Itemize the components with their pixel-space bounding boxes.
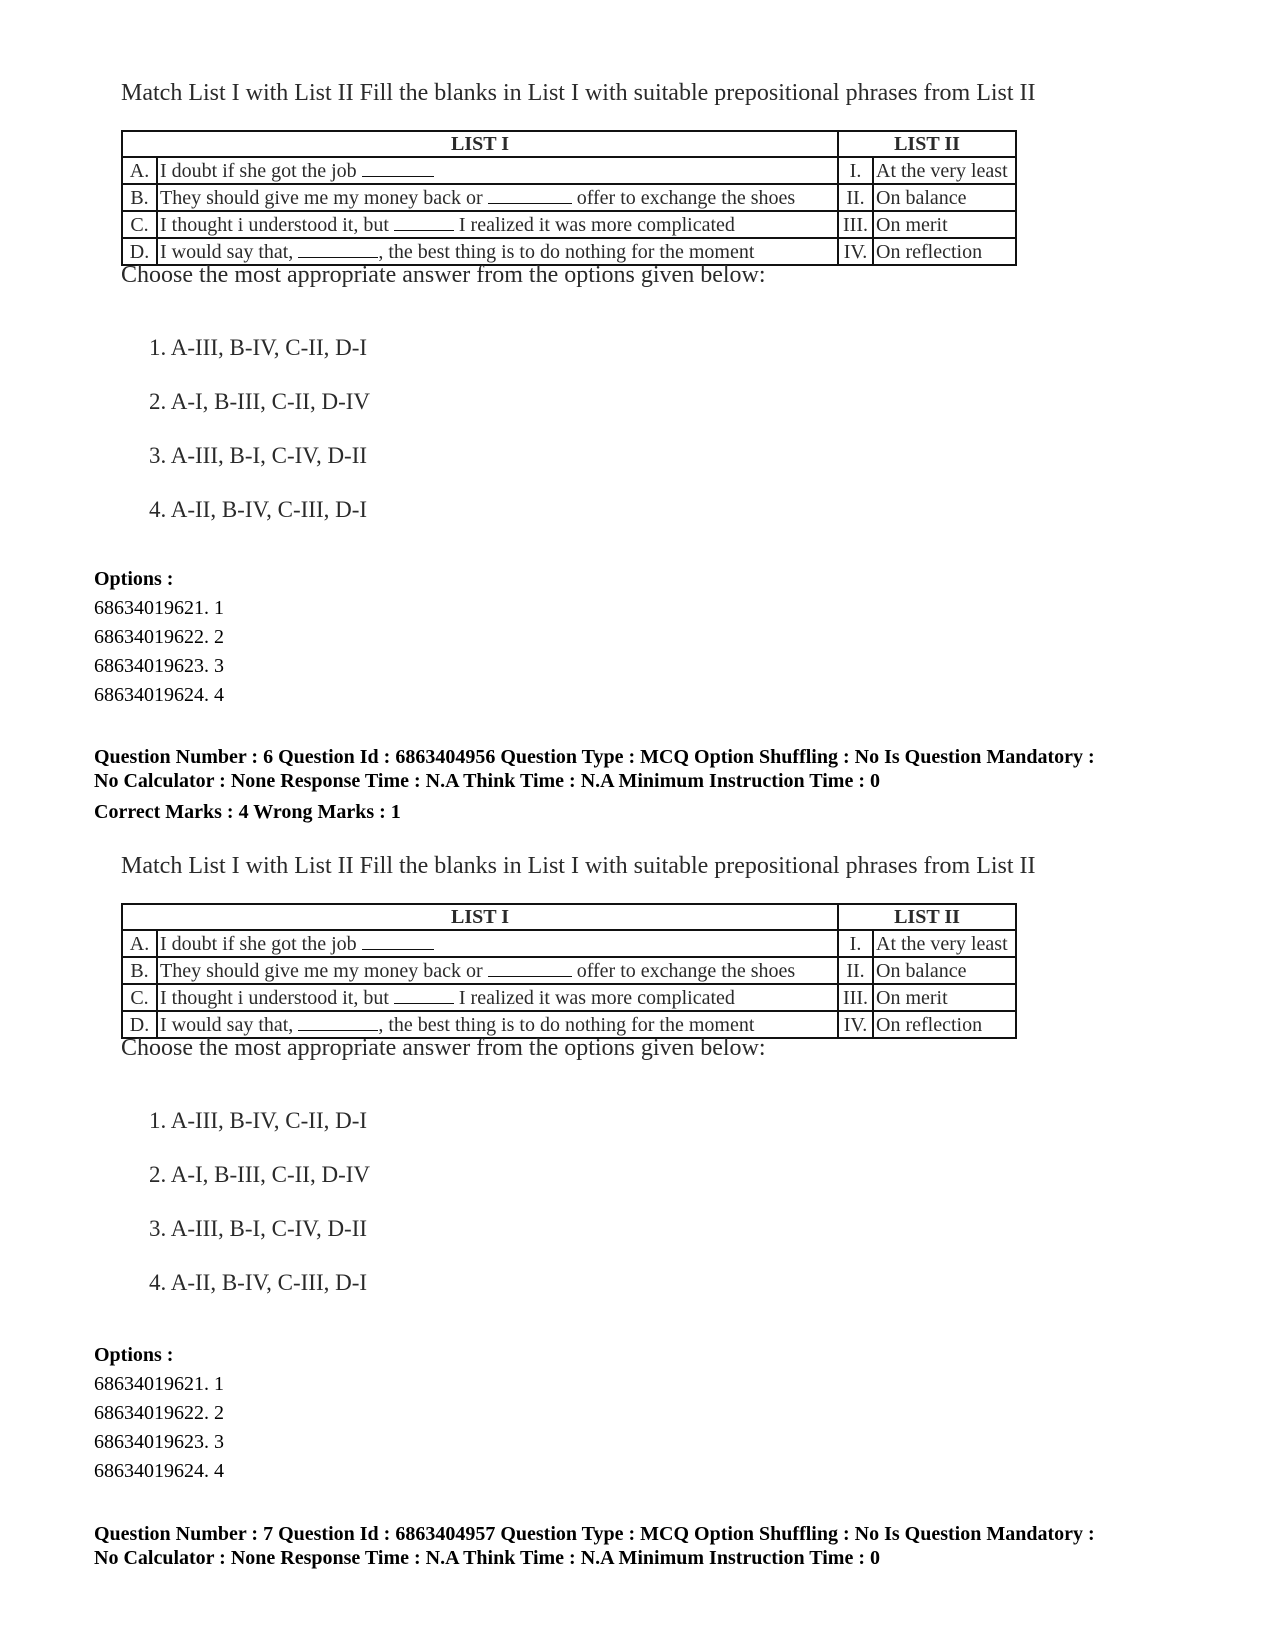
question-prompt: Match List I with List II Fill the blanks in List I with suitable prepositional phrases from List II (121, 853, 1036, 879)
phrase-before: I thought i understood it, but (160, 987, 389, 1009)
options-label: Options : (94, 568, 174, 590)
option-item: 68634019624. 4 (94, 684, 224, 706)
row-roman: IV. (838, 238, 873, 265)
list1-header: LIST I (122, 131, 838, 157)
row-letter: C. (122, 211, 157, 238)
row-letter: A. (122, 930, 157, 957)
blank-line (362, 931, 434, 950)
row-roman: II. (838, 957, 873, 984)
question-6-marks: Correct Marks : 4 Wrong Marks : 1 (94, 801, 401, 823)
table-row (122, 211, 1016, 238)
phrase-after: I realized it was more complicated (458, 987, 735, 1009)
phrase-before: I thought i understood it, but (160, 214, 389, 236)
option-item: 68634019621. 1 (94, 597, 224, 619)
answer-choice-3: 3. A-III, B-I, C-IV, D-II (149, 443, 368, 468)
question-7-meta-line2: No Calculator : None Response Time : N.A Think Time : N.A Minimum Instruction Time : 0 (94, 1547, 880, 1569)
table-row (122, 1011, 1016, 1038)
list1-header: LIST I (122, 904, 838, 930)
table-row (122, 238, 1016, 265)
phrase-after: offer to exchange the shoes (576, 960, 796, 982)
table-row (122, 157, 1016, 184)
row-letter: A. (122, 157, 157, 184)
row-roman: I. (838, 930, 873, 957)
table-header-row (122, 131, 1016, 157)
option-item: 68634019622. 2 (94, 626, 224, 648)
row-roman: III. (838, 984, 873, 1011)
phrase-after: , the best thing is to do nothing for the moment (378, 1014, 755, 1036)
row-answer: On balance (873, 957, 1016, 984)
row-letter: B. (122, 184, 157, 211)
question-prompt: Match List I with List II Fill the blanks in List I with suitable prepositional phrases from List II (121, 80, 1036, 106)
row-roman: IV. (838, 1011, 873, 1038)
table-row (122, 184, 1016, 211)
row-answer: On balance (873, 184, 1016, 211)
match-table (121, 903, 1017, 1039)
blank-line (488, 185, 572, 204)
row-roman: II. (838, 184, 873, 211)
row-phrase (157, 211, 838, 238)
choose-instruction: Choose the most appropriate answer from the options given below: (121, 262, 766, 288)
answer-choice-2: 2. A-I, B-III, C-II, D-IV (149, 389, 370, 414)
row-phrase (157, 930, 838, 957)
question-6-meta-line2: No Calculator : None Response Time : N.A Think Time : N.A Minimum Instruction Time : 0 (94, 770, 880, 792)
blank-line (298, 1012, 378, 1031)
option-item: 68634019624. 4 (94, 1460, 224, 1482)
row-phrase (157, 1011, 838, 1038)
row-phrase (157, 957, 838, 984)
answer-choice-1: 1. A-III, B-IV, C-II, D-I (149, 335, 368, 360)
table-row (122, 984, 1016, 1011)
row-phrase (157, 984, 838, 1011)
row-answer: On reflection (873, 1011, 1016, 1038)
row-roman: III. (838, 211, 873, 238)
option-item: 68634019623. 3 (94, 655, 224, 677)
blank-line (298, 239, 378, 258)
row-letter: D. (122, 1011, 157, 1038)
answer-choice-3: 3. A-III, B-I, C-IV, D-II (149, 1216, 368, 1241)
blank-line (362, 158, 434, 177)
row-letter: D. (122, 238, 157, 265)
option-item: 68634019621. 1 (94, 1373, 224, 1395)
question-7-meta-line1: Question Number : 7 Question Id : 6863404957 Question Type : MCQ Option Shuffling : No Is Question Mandatory : (94, 1523, 1095, 1545)
answer-choice-1: 1. A-III, B-IV, C-II, D-I (149, 1108, 368, 1133)
options-label: Options : (94, 1344, 174, 1366)
row-roman: I. (838, 157, 873, 184)
option-item: 68634019623. 3 (94, 1431, 224, 1453)
answer-choice-4: 4. A-II, B-IV, C-III, D-I (149, 497, 368, 522)
phrase-before: I doubt if she got the job (160, 933, 357, 955)
row-answer: At the very least (873, 157, 1016, 184)
phrase-before: I would say that, (160, 241, 294, 263)
row-answer: On merit (873, 984, 1016, 1011)
row-phrase (157, 238, 838, 265)
row-phrase (157, 157, 838, 184)
phrase-before: I doubt if she got the job (160, 160, 357, 182)
row-phrase (157, 184, 838, 211)
table-row (122, 930, 1016, 957)
blank-line (394, 985, 454, 1004)
table-row (122, 957, 1016, 984)
option-item: 68634019622. 2 (94, 1402, 224, 1424)
list2-header: LIST II (838, 131, 1016, 157)
blank-line (394, 212, 454, 231)
phrase-before: I would say that, (160, 1014, 294, 1036)
phrase-after: offer to exchange the shoes (576, 187, 796, 209)
row-answer: On reflection (873, 238, 1016, 265)
phrase-before: They should give me my money back or (160, 960, 483, 982)
answer-choice-4: 4. A-II, B-IV, C-III, D-I (149, 1270, 368, 1295)
blank-line (488, 958, 572, 977)
phrase-after: , the best thing is to do nothing for the moment (378, 241, 755, 263)
row-letter: C. (122, 984, 157, 1011)
row-letter: B. (122, 957, 157, 984)
match-table (121, 130, 1017, 266)
table-header-row (122, 904, 1016, 930)
choose-instruction: Choose the most appropriate answer from the options given below: (121, 1035, 766, 1061)
phrase-after: I realized it was more complicated (458, 214, 735, 236)
answer-choice-2: 2. A-I, B-III, C-II, D-IV (149, 1162, 370, 1187)
question-6-meta-line1: Question Number : 6 Question Id : 6863404956 Question Type : MCQ Option Shuffling : No Is Question Mandatory : (94, 746, 1095, 768)
row-answer: At the very least (873, 930, 1016, 957)
list2-header: LIST II (838, 904, 1016, 930)
row-answer: On merit (873, 211, 1016, 238)
phrase-before: They should give me my money back or (160, 187, 483, 209)
